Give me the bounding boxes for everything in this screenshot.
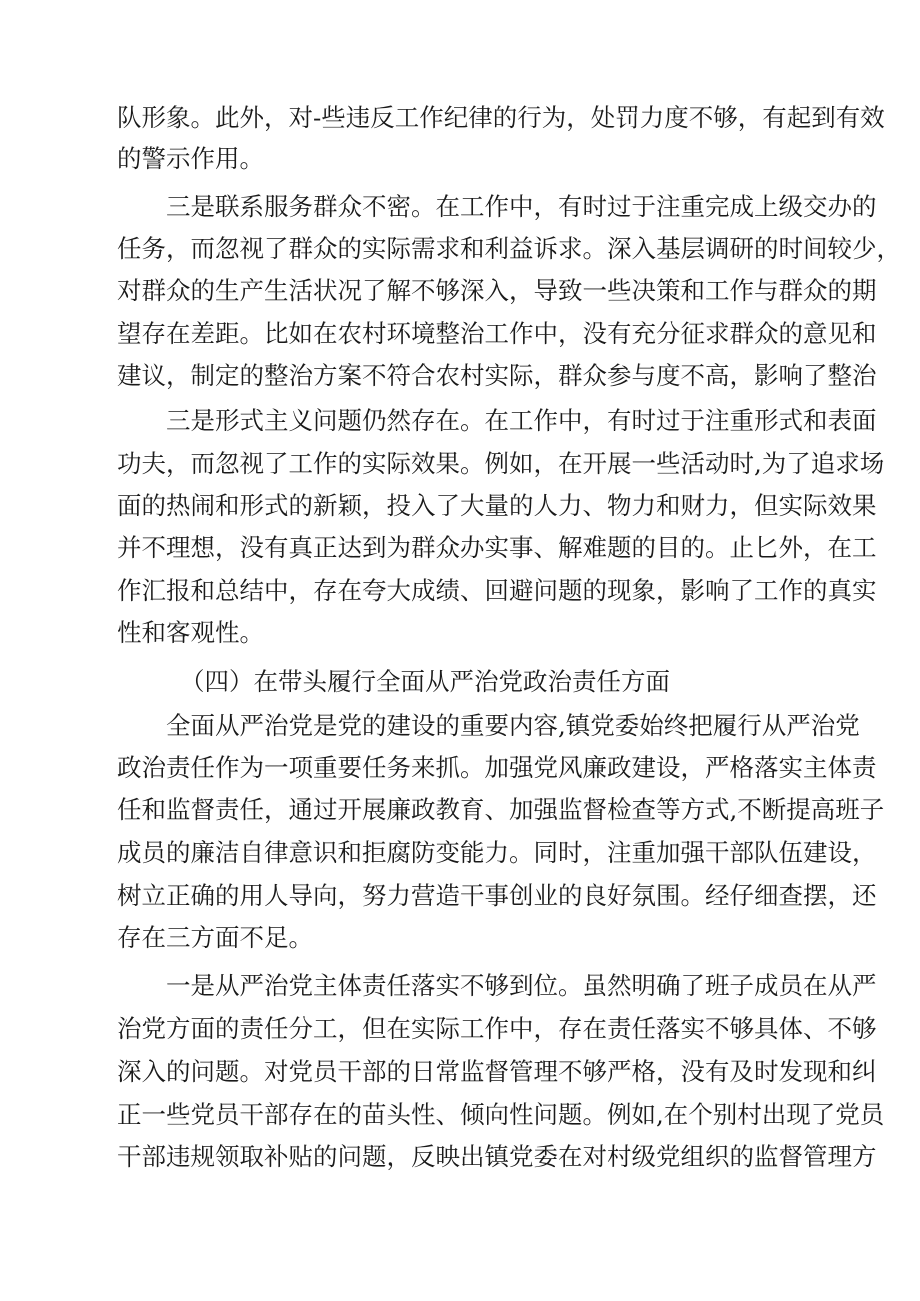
paragraph-line: 望存在差距。比如在农村环境整治工作中，没有充分征求群众的意见和 <box>117 319 877 348</box>
paragraph-line: 队形象。此外，对-些违反工作纪律的行为，处罚力度不够，有起到有效 <box>117 103 885 132</box>
paragraph-line: 性和客观性。 <box>117 618 264 647</box>
paragraph-line: 任和监督责任，通过开展廉政教育、加强监督检查等方式,不断提高班子 <box>117 795 885 824</box>
paragraph-line: 作汇报和总结中，存在夸大成绩、回避问题的现象，影响了工作的真实 <box>117 576 877 605</box>
paragraph-line: 建议，制定的整治方案不符合农村实际，群众参与度不高，影响了整治 <box>117 361 877 390</box>
paragraph-line: 一是从严治党主体责任落实不够到位。虽然明确了班子成员在从严 <box>166 971 877 1000</box>
section-heading: （四）在带头履行全面从严治党政治责任方面 <box>180 667 670 696</box>
paragraph-line: 面的热闹和形式的新颖，投入了大量的人力、物力和财力，但实际效果 <box>117 491 877 520</box>
paragraph-line: 任务，而忽视了群众的实际需求和利益诉求。深入基层调研的时间较少， <box>117 234 901 263</box>
paragraph-line: 并不理想，没有真正达到为群众办实事、解难题的目的。止匕外，在工 <box>117 533 877 562</box>
paragraph-line: 三是联系服务群众不密。在工作中，有时过于注重完成上级交办的 <box>166 192 877 221</box>
paragraph-line: 树立正确的用人导向，努力营造干事创业的良好氛围。经仔细查摆，还 <box>117 881 877 910</box>
paragraph-line: 存在三方面不足。 <box>117 923 313 952</box>
paragraph-line: 正一些党员干部存在的苗头性、倾向性问题。例如,在个别村出现了党员 <box>117 1100 885 1129</box>
paragraph-line: 三是形式主义问题仍然存在。在工作中，有时过于注重形式和表面 <box>166 406 877 435</box>
paragraph-line: 政治责任作为一项重要任务来抓。加强党风廉政建设，严格落实主体责 <box>117 753 877 782</box>
paragraph-line: 全面从严治党是党的建设的重要内容,镇党委始终把履行从严治党 <box>166 711 860 740</box>
paragraph-line: 干部违规领取补贴的问题，反映出镇党委在对村级党组织的监督管理方 <box>117 1142 877 1171</box>
paragraph-line: 成员的廉洁自律意识和拒腐防变能力。同时，注重加强干部队伍建设， <box>117 838 877 867</box>
paragraph-line: 深入的问题。对党员干部的日常监督管理不够严格，没有及时发现和纠 <box>117 1057 877 1086</box>
paragraph-line: 的警示作用。 <box>117 144 264 173</box>
paragraph-line: 功夫，而忽视了工作的实际效果。例如，在开展一些活动时,为了追求场 <box>117 449 885 478</box>
paragraph-line: 对群众的生产生活状况了解不够深入，导致一些决策和工作与群众的期 <box>117 276 877 305</box>
paragraph-line: 治党方面的责任分工，但在实际工作中，存在责任落实不够具体、不够 <box>117 1014 877 1043</box>
